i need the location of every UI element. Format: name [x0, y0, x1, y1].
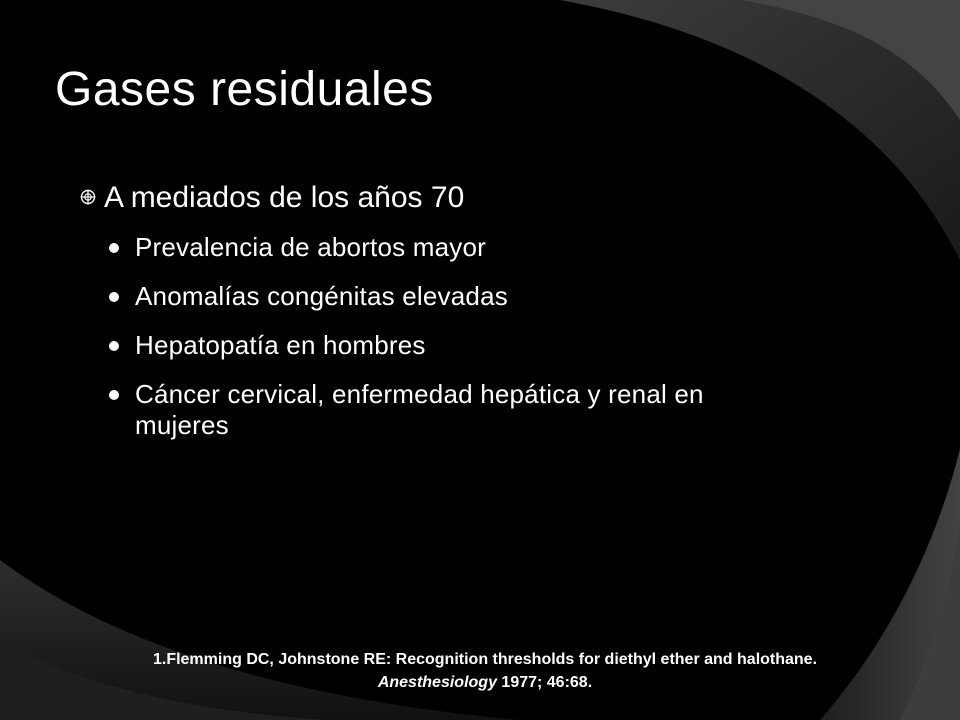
- slide-content: [80, 178, 780, 459]
- bullet-dot-icon: [109, 390, 119, 400]
- sub-bullet: [80, 232, 780, 263]
- slide-title: Gases residuales: [55, 63, 434, 116]
- main-bullet-text: A mediados de los años 70: [104, 181, 465, 214]
- sub-bullet: [80, 330, 780, 361]
- sub-bullet-text: Hepatopatía en hombres: [135, 330, 426, 360]
- sub-bullet-text: Cáncer cervical, enfermedad hepática y renal en mujeres: [135, 379, 704, 440]
- citation: [120, 648, 850, 694]
- citation-journal: Anesthesiology: [377, 674, 497, 691]
- sub-bullet: [80, 281, 780, 312]
- citation-suffix: 1977; 46:68.: [496, 674, 593, 691]
- main-bullet: [80, 178, 780, 218]
- bullet-dot-icon: [109, 292, 119, 302]
- sub-bullet-text: Anomalías congénitas elevadas: [135, 281, 508, 311]
- bullet-dot-icon: [109, 341, 119, 351]
- sub-bullet-text: Prevalencia de abortos mayor: [135, 232, 487, 262]
- sub-bullet: [80, 379, 780, 441]
- citation-prefix: 1.Flemming DC, Johnstone RE: Recognition thresholds for diethyl ether and halothane.: [152, 651, 818, 668]
- crosshair-circle-icon: [80, 178, 96, 218]
- bullet-dot-icon: [109, 243, 119, 253]
- sub-bullet-list: [80, 232, 780, 441]
